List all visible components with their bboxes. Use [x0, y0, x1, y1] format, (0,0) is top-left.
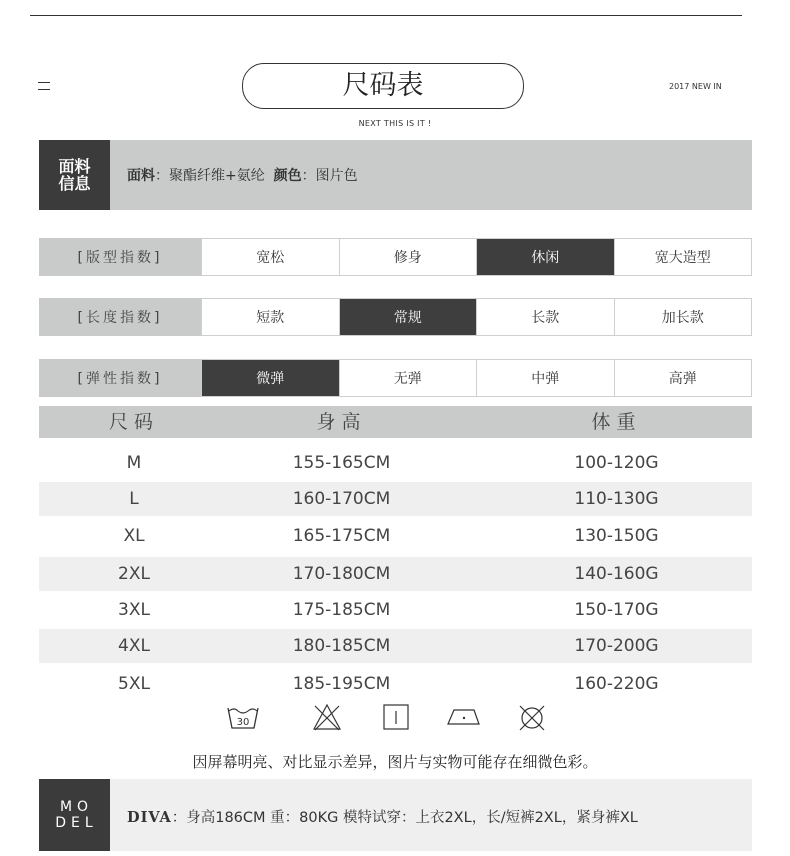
- length-option-short[interactable]: 短款: [256, 310, 285, 326]
- height-cell: 180-185CM: [292, 636, 391, 656]
- fabric-info-text: [127, 165, 358, 185]
- fabric-tag-line2: 信息: [58, 174, 91, 193]
- weight-cell: 130-150G: [574, 526, 659, 546]
- hang-dry-icon: [381, 702, 411, 732]
- height-cell: 165-175CM: [292, 526, 391, 546]
- table-row: [39, 629, 752, 663]
- table-row: [39, 593, 752, 627]
- weight-cell: 110-130G: [574, 489, 659, 509]
- length-option-extra-long[interactable]: 加长款: [614, 299, 752, 335]
- model-tag-line2: DEL: [55, 815, 98, 831]
- size-cell: 3XL: [118, 600, 150, 620]
- stretch-option-none[interactable]: 无弹: [339, 360, 477, 396]
- weight-cell: 160-220G: [574, 674, 659, 694]
- stretch-option-medium[interactable]: 中弹: [476, 360, 614, 396]
- no-tumble-dry-icon: [516, 702, 548, 734]
- height-header-label: 身高: [316, 411, 367, 433]
- material-value: ：聚酯纤维+氨纶: [155, 168, 265, 184]
- length-index-label: [长度指数]: [39, 298, 201, 336]
- length-option-regular[interactable]: 常规: [339, 299, 477, 335]
- height-cell: 155-165CM: [292, 453, 391, 473]
- model-brand: DIVA: [127, 809, 172, 826]
- color-label: 颜色: [273, 168, 302, 184]
- no-bleach-icon: [311, 702, 343, 732]
- material-label: 面料: [127, 168, 155, 184]
- fit-option-oversized[interactable]: 宽大造型: [614, 239, 752, 275]
- weight-cell: 170-200G: [574, 636, 659, 656]
- height-cell: 175-185CM: [292, 600, 391, 620]
- model-details: ：身高186CM 重：80KG 模特试穿：上衣2XL，长/短裤2XL，紧身裤XL: [171, 810, 638, 826]
- table-row: [39, 482, 752, 516]
- wash-temp-label: 30: [236, 717, 250, 728]
- page-subtitle: NEXT THIS IS IT !: [358, 119, 432, 128]
- fit-index-label: [版型指数]: [39, 238, 201, 276]
- model-info-text: [127, 806, 638, 827]
- size-cell: M: [126, 453, 142, 473]
- size-table-header: [39, 406, 752, 438]
- size-cell: 4XL: [118, 636, 150, 656]
- model-tag-line1: MO: [59, 799, 94, 815]
- stretch-option-slight[interactable]: 微弹: [202, 360, 339, 396]
- length-index-row: [39, 298, 752, 336]
- table-row: [39, 667, 752, 701]
- table-row: [39, 446, 752, 480]
- top-divider: [30, 15, 742, 16]
- weight-header-label: 体重: [591, 411, 642, 433]
- size-cell: L: [129, 489, 139, 509]
- weight-cell: 100-120G: [574, 453, 659, 473]
- color-disclaimer: 因屏幕明亮、对比显示差异，图片与实物可能存在细微色彩。: [192, 753, 598, 771]
- season-tag: 2017 NEW IN: [669, 82, 722, 91]
- wash-30-icon: [226, 702, 260, 732]
- height-cell: 170-180CM: [292, 564, 391, 584]
- stretch-index-label: [弹性指数]: [39, 359, 201, 397]
- stretch-option-high[interactable]: 高弹: [614, 360, 752, 396]
- weight-cell: 150-170G: [574, 600, 659, 620]
- fit-option-loose[interactable]: 宽松: [256, 250, 285, 266]
- height-cell: 160-170CM: [292, 489, 391, 509]
- fit-option-slim[interactable]: 修身: [339, 239, 477, 275]
- weight-cell: 140-160G: [574, 564, 659, 584]
- length-option-long[interactable]: 长款: [476, 299, 614, 335]
- size-cell: 2XL: [118, 564, 150, 584]
- color-value: ：图片色: [301, 168, 358, 184]
- page-title: 尺码表: [242, 63, 524, 109]
- model-info-tag: [39, 779, 110, 851]
- stretch-index-row: [39, 359, 752, 397]
- menu-icon[interactable]: [38, 82, 50, 92]
- size-cell: 5XL: [118, 674, 150, 694]
- fit-index-row: [39, 238, 752, 276]
- size-cell: XL: [123, 526, 145, 546]
- table-row: [39, 519, 752, 553]
- size-header-label: 尺码: [108, 411, 159, 433]
- fabric-tag-line1: 面料: [58, 157, 91, 176]
- fit-option-casual[interactable]: 休闲: [476, 239, 614, 275]
- fabric-info-tag: [39, 140, 110, 210]
- height-cell: 185-195CM: [292, 674, 391, 694]
- iron-icon: [446, 702, 482, 728]
- table-row: [39, 557, 752, 591]
